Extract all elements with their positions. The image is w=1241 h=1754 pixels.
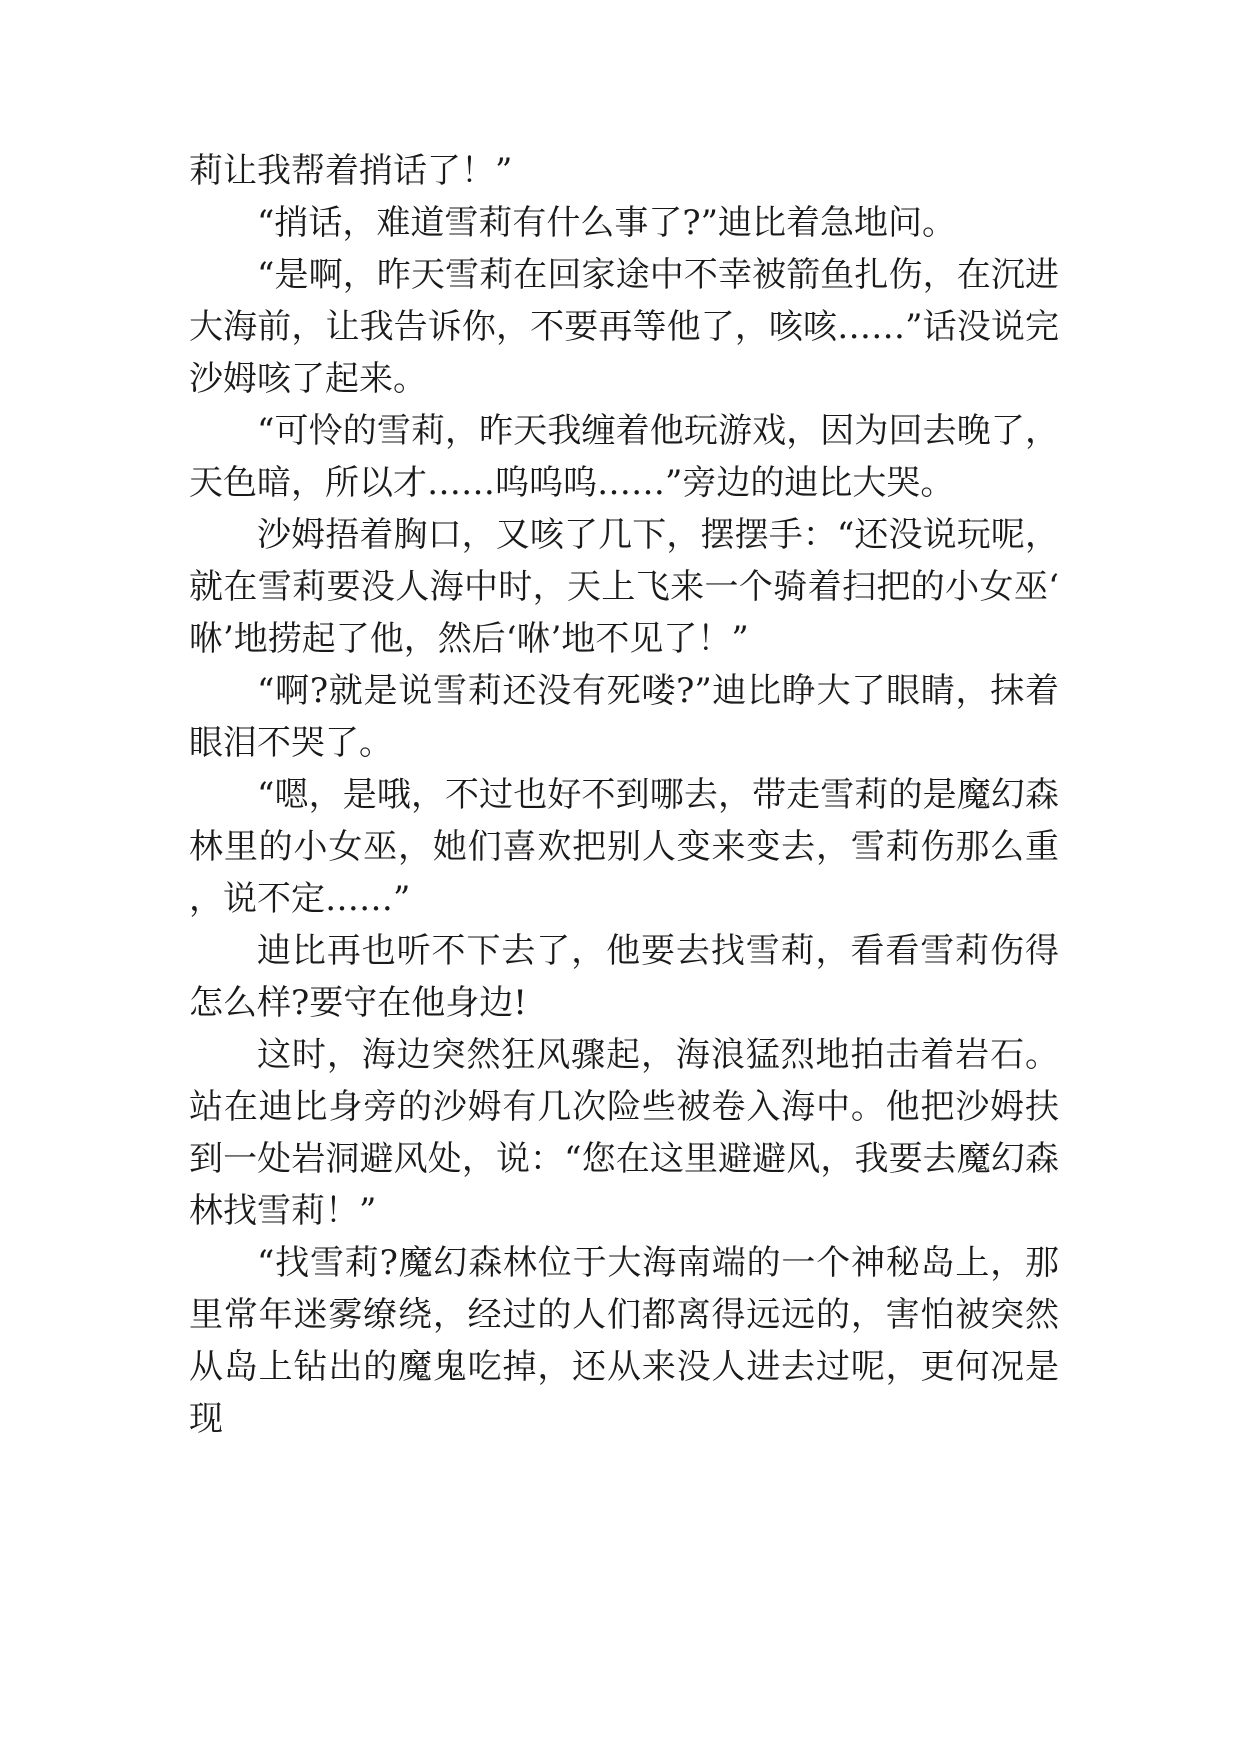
paragraph: 这时，海边突然狂风骤起，海浪猛烈地拍击着岩石。站在迪比身旁的沙姆有几次险些被卷入海中。他把沙姆扶到一处岩洞避风处，说：“您在这里避避风，我要去魔幻森林找雪莉！” <box>189 1035 1059 1231</box>
paragraph: 迪比再也听不下去了，他要去找雪莉，看看雪莉伤得怎么样?要守在他身边! <box>189 931 1059 1023</box>
paragraph: “捎话，难道雪莉有什么事了?”迪比着急地问。 <box>257 203 956 243</box>
body-text <box>189 145 1059 1445</box>
paragraph: 沙姆捂着胸口，又咳了几下，摆摆手：“还没说玩呢，就在雪莉要没人海中时，天上飞来一个骑着扫把的小女巫‘咻’地捞起了他，然后‘咻’地不见了！” <box>189 515 1059 659</box>
paragraph: “嗯，是哦，不过也好不到哪去，带走雪莉的是魔幻森林里的小女巫，她们喜欢把别人变来变去，雪莉伤那么重，说不定……” <box>189 775 1059 919</box>
paragraph: 莉让我帮着捎话了！” <box>189 151 513 191</box>
paragraph: “啊?就是说雪莉还没有死喽?”迪比睁大了眼睛，抹着眼泪不哭了。 <box>189 671 1059 763</box>
paragraph: “找雪莉?魔幻森林位于大海南端的一个神秘岛上，那里常年迷雾缭绕，经过的人们都离得远远的，害怕被突然从岛上钻出的魔鬼吃掉，还从来没人进去过呢，更何况是现 <box>189 1243 1059 1439</box>
paragraph: “可怜的雪莉，昨天我缠着他玩游戏，因为回去晚了，天色暗，所以才……呜呜呜……”旁边的迪比大哭。 <box>189 411 1059 503</box>
paragraph: “是啊，昨天雪莉在回家途中不幸被箭鱼扎伤，在沉进大海前，让我告诉你，不要再等他了，咳咳……”话没说完沙姆咳了起来。 <box>189 255 1059 399</box>
